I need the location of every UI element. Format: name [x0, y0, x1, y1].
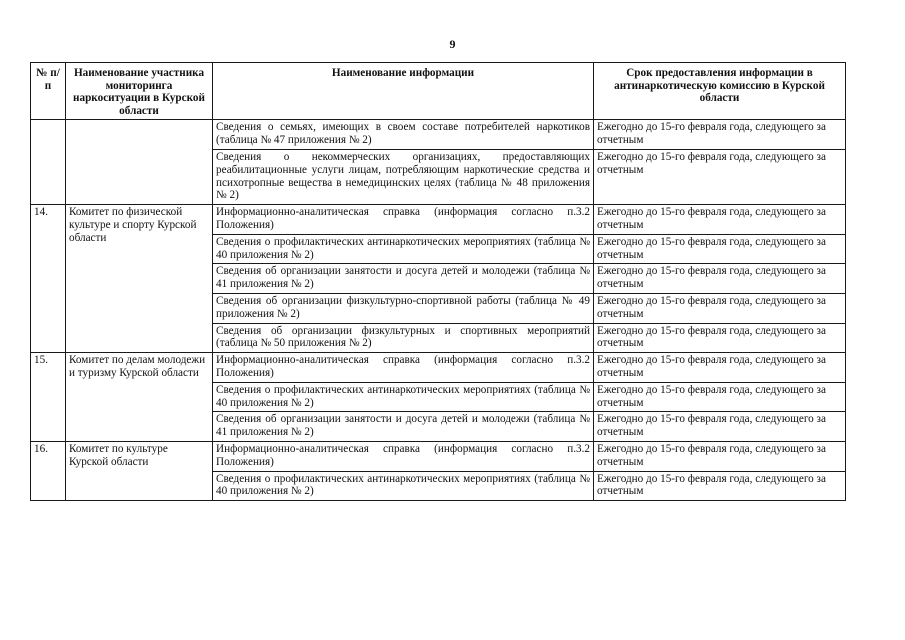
term-cell: Ежегодно до 15-го февраля года, следующего за отчетным — [594, 264, 846, 294]
participant-cell: Комитет по культуре Курской области — [66, 441, 213, 500]
term-cell: Ежегодно до 15-го февраля года, следующего за отчетным — [594, 323, 846, 353]
table-header-row — [31, 63, 846, 120]
term-cell: Ежегодно до 15-го февраля года, следующего за отчетным — [594, 234, 846, 264]
header-num: № п/п — [31, 63, 66, 120]
table-row — [31, 205, 846, 235]
term-cell: Ежегодно до 15-го февраля года, следующего за отчетным — [594, 412, 846, 442]
participant-cell: Комитет по делам молодежи и туризму Курской области — [66, 353, 213, 442]
participant-cell: Комитет по физической культуре и спорту Курской области — [66, 205, 213, 353]
term-cell: Ежегодно до 15-го февраля года, следующего за отчетным — [594, 441, 846, 471]
row-number: 14. — [31, 205, 66, 353]
info-cell: Сведения об организации физкультурно-спортивной работы (таблица № 49 приложения № 2) — [213, 293, 594, 323]
header-term: Срок предоставления информации в антинаркотическую комиссию в Курской области — [594, 63, 846, 120]
term-cell: Ежегодно до 15-го февраля года, следующего за отчетным — [594, 471, 846, 501]
row-number — [31, 120, 66, 205]
info-cell: Сведения о семьях, имеющих в своем составе потребителей наркотиков (таблица № 47 приложения № 2) — [213, 120, 594, 150]
info-cell: Сведения об организации занятости и досуга детей и молодежи (таблица № 41 приложения № 2) — [213, 412, 594, 442]
info-cell: Сведения об организации физкультурных и спортивных мероприятий (таблица № 50 приложения № 2) — [213, 323, 594, 353]
info-cell: Сведения о профилактических антинаркотических мероприятиях (таблица № 40 приложения № 2) — [213, 382, 594, 412]
info-cell: Информационно-аналитическая справка (информация согласно п.3.2 Положения) — [213, 441, 594, 471]
term-cell: Ежегодно до 15-го февраля года, следующего за отчетным — [594, 353, 846, 383]
table-body — [31, 120, 846, 501]
participant-cell — [66, 120, 213, 205]
term-cell: Ежегодно до 15-го февраля года, следующего за отчетным — [594, 120, 846, 150]
row-number: 16. — [31, 441, 66, 500]
table-row — [31, 441, 846, 471]
info-cell: Информационно-аналитическая справка (информация согласно п.3.2 Положения) — [213, 205, 594, 235]
table-row — [31, 353, 846, 383]
info-cell: Сведения о профилактических антинаркотических мероприятиях (таблица № 40 приложения № 2) — [213, 471, 594, 501]
term-cell: Ежегодно до 15-го февраля года, следующего за отчетным — [594, 149, 846, 204]
term-cell: Ежегодно до 15-го февраля года, следующего за отчетным — [594, 382, 846, 412]
term-cell: Ежегодно до 15-го февраля года, следующего за отчетным — [594, 293, 846, 323]
info-cell: Информационно-аналитическая справка (информация согласно п.3.2 Положения) — [213, 353, 594, 383]
header-participant: Наименование участника мониторинга наркоситуации в Курской области — [66, 63, 213, 120]
info-cell: Сведения о некоммерческих организациях, предоставляющих реабилитационные услуги лицам, потребляющим наркотические средства и психотропные вещества в немедицинских целях (таблица № 48 приложения № 2) — [213, 149, 594, 204]
row-number: 15. — [31, 353, 66, 442]
header-info: Наименование информации — [213, 63, 594, 120]
page-number: 9 — [449, 37, 456, 51]
table-row — [31, 120, 846, 150]
term-cell: Ежегодно до 15-го февраля года, следующего за отчетным — [594, 205, 846, 235]
info-cell: Сведения о профилактических антинаркотических мероприятиях (таблица № 40 приложения № 2) — [213, 234, 594, 264]
monitoring-table — [30, 62, 846, 501]
info-cell: Сведения об организации занятости и досуга детей и молодежи (таблица № 41 приложения № 2) — [213, 264, 594, 294]
